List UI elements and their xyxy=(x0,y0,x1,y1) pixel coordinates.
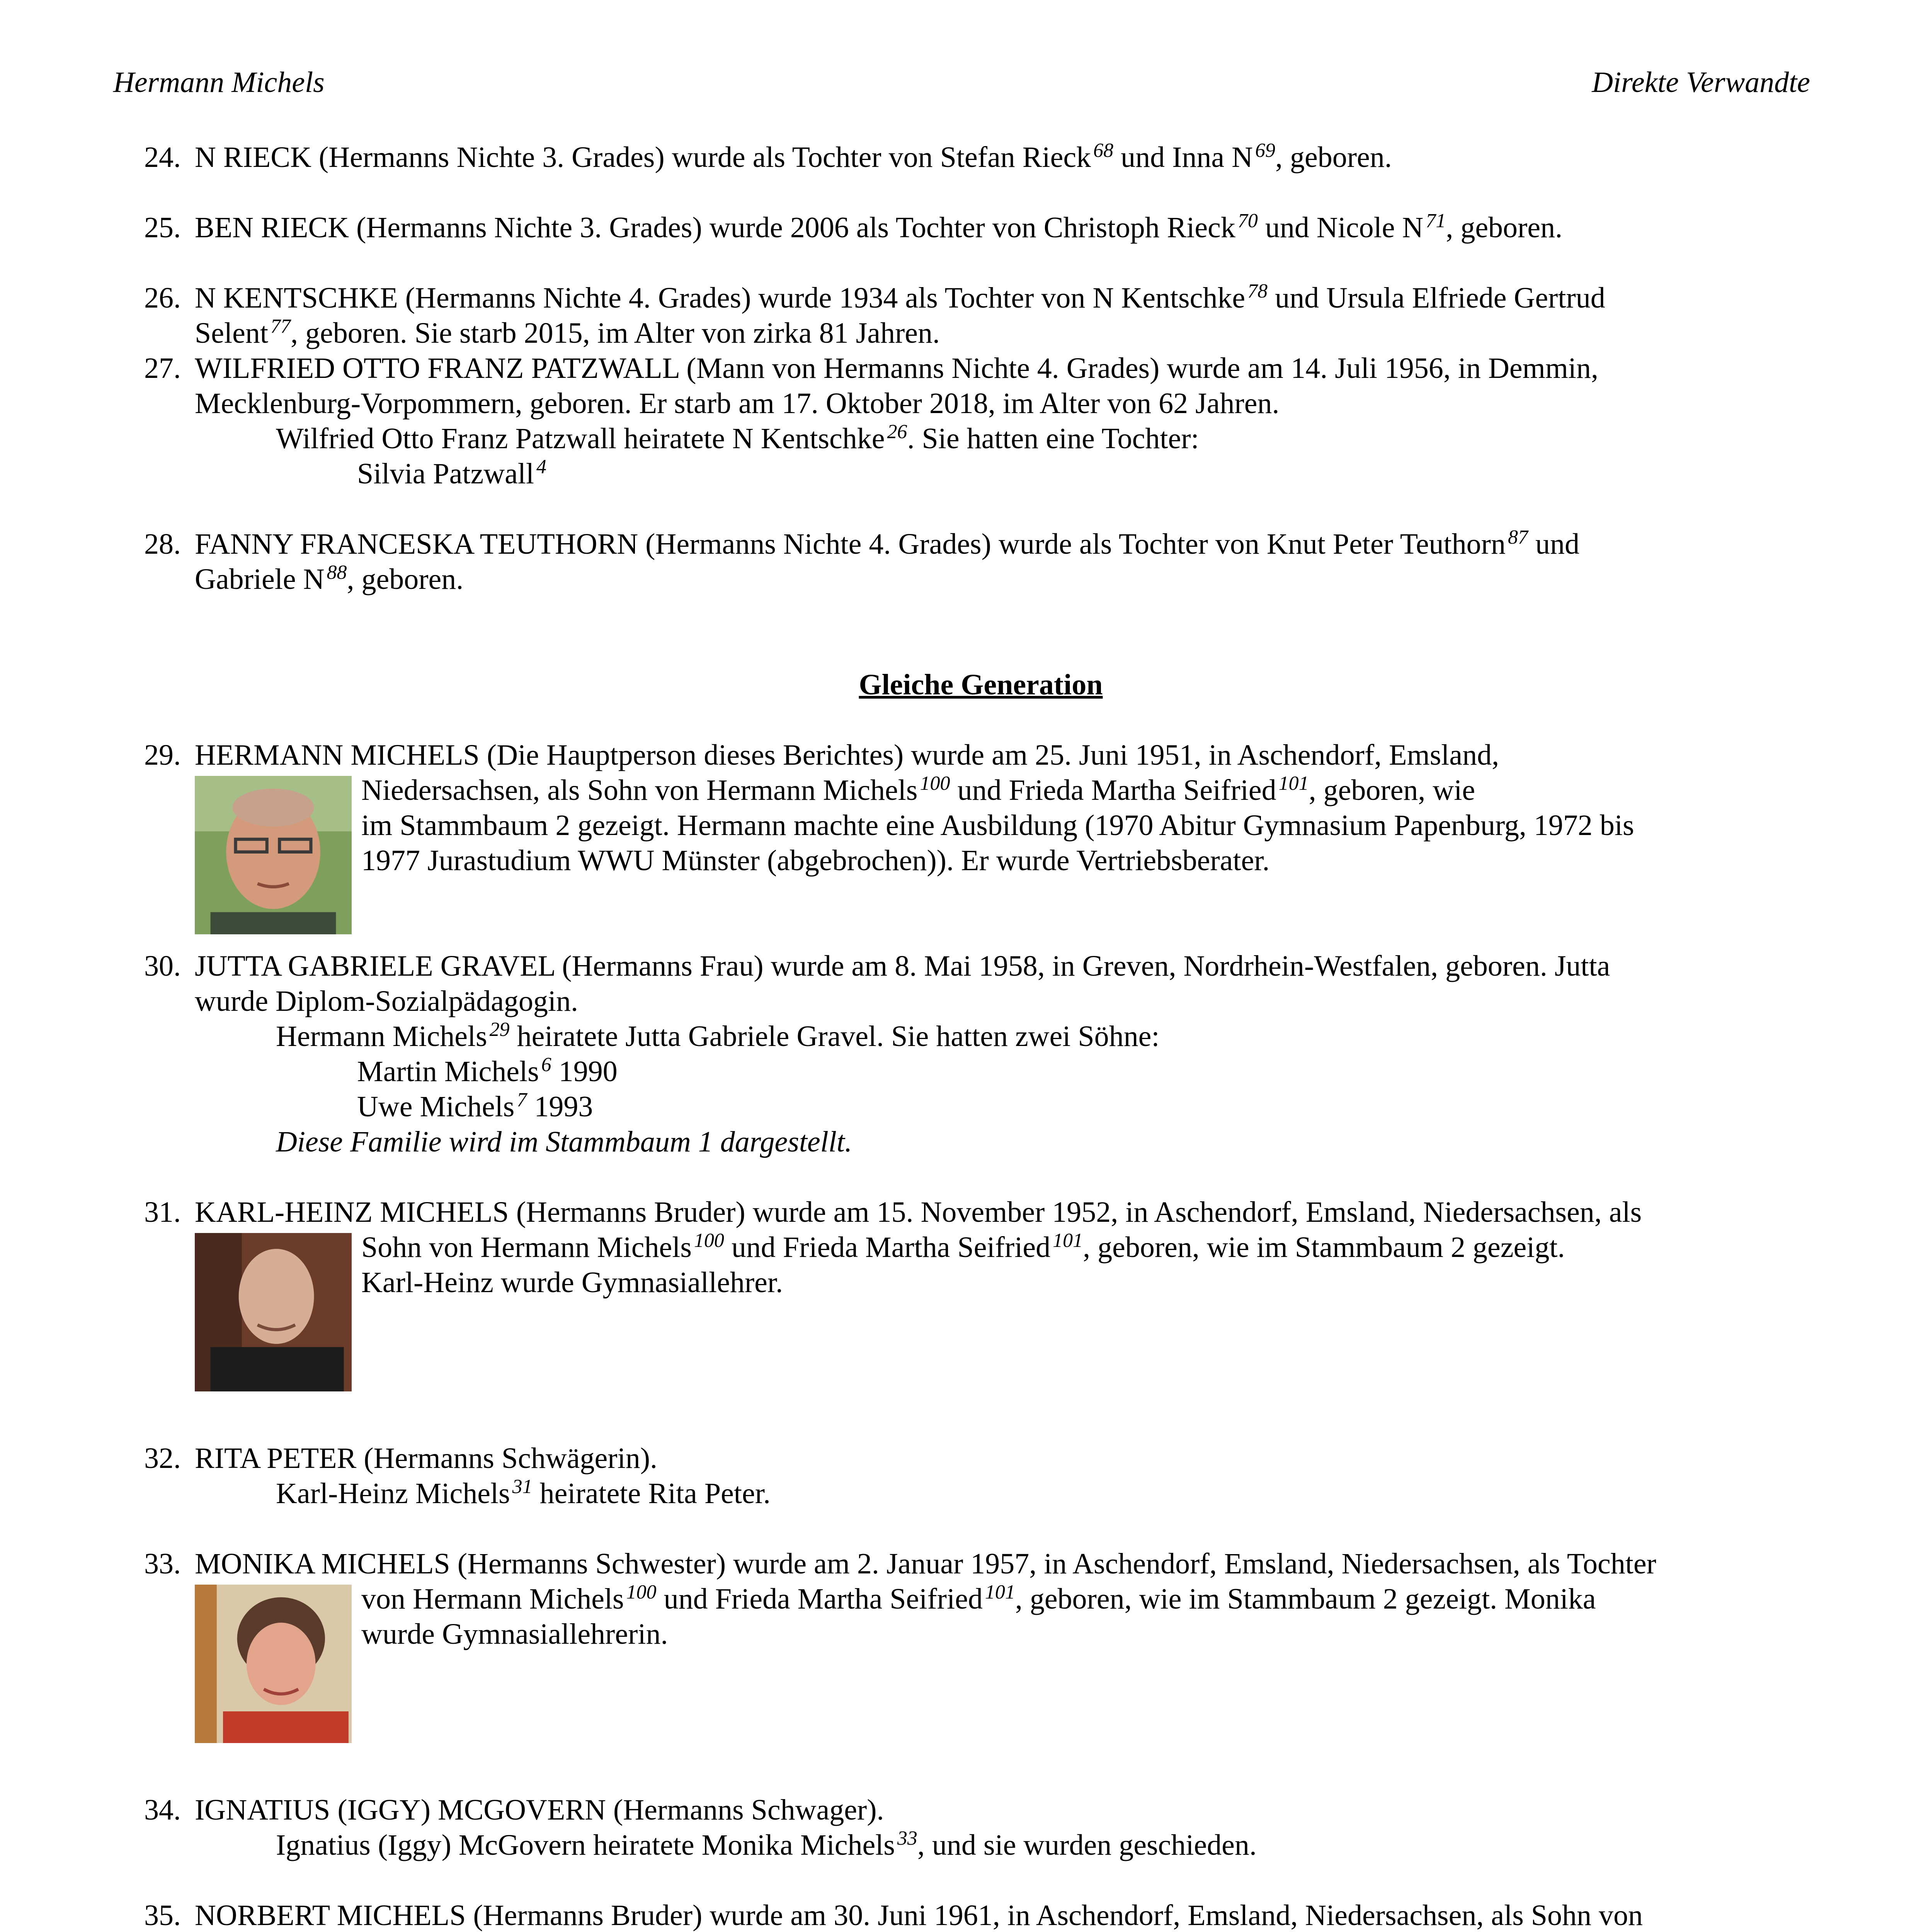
portrait-image xyxy=(195,1585,352,1743)
marriage-line: Hermann Michels $^{29}$ heiratete Jutta Gabriele Gravel. Sie hatten zwei Söhne: xyxy=(276,1019,1160,1053)
entry-line: NORBERT MICHELS (Hermanns Bruder) wurde am 30. Juni 1961, in Aschendorf, Emsland, Niedersachsen, als Sohn von xyxy=(195,1899,1643,1932)
entry-25 xyxy=(144,210,1817,245)
entry-line: von Hermann Michels $^{100}$ und Frieda Martha Seifried $^{101}$, geboren, wie im Stammbaum 2 gezeigt. Monika xyxy=(361,1581,1596,1615)
marriage-line: Karl-Heinz Michels $^{31}$ heiratete Rita Peter. xyxy=(276,1476,771,1510)
child-line: Martin Michels $^6$ 1990 xyxy=(357,1054,618,1088)
entry-26 xyxy=(144,281,1817,351)
entry-line: MONIKA MICHELS (Hermanns Schwester) wurde am 2. Januar 1957, in Aschendorf, Emsland, Niedersachsen, als Tochter xyxy=(195,1548,1656,1580)
entry-34 xyxy=(144,1793,1817,1863)
entry-number: 30. xyxy=(144,950,181,982)
entry-number: 35. xyxy=(144,1899,181,1932)
entry-number: 24. xyxy=(144,141,181,173)
entry-line: Niedersachsen, als Sohn von Hermann Michels $^{100}$ und Frieda Martha Seifried $^{101}$, geboren, wie xyxy=(361,772,1475,806)
portrait-photo xyxy=(195,1233,352,1391)
entry-line: wurde Gymnasiallehrerin. xyxy=(361,1618,668,1650)
running-header-right: Direkte Verwandte xyxy=(1592,66,1810,99)
photo-block xyxy=(195,1582,1817,1757)
entry-29 xyxy=(144,738,1817,913)
entry-line: 1977 Jurastudium WWU Münster (abgebrochen)). Er wurde Vertriebsberater. xyxy=(361,844,1270,877)
child-line: Silvia Patzwall $^4$ xyxy=(357,456,547,490)
entry-line: IGNATIUS (IGGY) MCGOVERN (Hermanns Schwager). xyxy=(195,1794,884,1826)
entry-number: 33. xyxy=(144,1548,181,1580)
entry-28 xyxy=(144,527,1817,597)
entry-number: 28. xyxy=(144,528,181,560)
entry-30 xyxy=(144,949,1817,1160)
portrait-image xyxy=(195,1233,352,1391)
running-header-left: Hermann Michels xyxy=(113,66,325,99)
entry-line: BEN RIECK (Hermanns Nichte 3. Grades) wurde 2006 als Tochter von Christoph Rieck $^{70}$ und Nicole N $^{71}$, geboren. xyxy=(195,210,1563,244)
entry-line: N RIECK (Hermanns Nichte 3. Grades) wurde als Tochter von Stefan Rieck $^{68}$ und Inna N $^{69}$, geboren. xyxy=(195,139,1392,173)
child-line: Uwe Michels $^7$ 1993 xyxy=(357,1089,593,1123)
marriage-line: Wilfried Otto Franz Patzwall heiratete N Kentschke $^{26}$. Sie hatten eine Tochter: xyxy=(276,421,1199,455)
entry-line: HERMANN MICHELS (Die Hauptperson dieses Berichtes) wurde am 25. Juni 1951, in Aschendorf, Emsland, xyxy=(195,739,1499,771)
section-title: Gleiche Generation xyxy=(859,668,1103,701)
entry-line: Gabriele N $^{88}$, geboren. xyxy=(195,561,464,595)
entry-line: Karl-Heinz wurde Gymnasiallehrer. xyxy=(361,1266,783,1299)
entry-line: Selent $^{77}$, geboren. Sie starb 2015, im Alter von zirka 81 Jahren. xyxy=(195,315,940,349)
entry-line: Sohn von Hermann Michels $^{100}$ und Frieda Martha Seifried $^{101}$, geboren, wie im Stammbaum 2 gezeigt. xyxy=(361,1230,1565,1264)
entry-32 xyxy=(144,1441,1817,1511)
portrait-photo xyxy=(195,776,352,934)
entry-33 xyxy=(144,1546,1817,1757)
portrait-photo xyxy=(195,1585,352,1743)
entry-line: FANNY FRANCESKA TEUTHORN (Hermanns Nichte 4. Grades) wurde als Tochter von Knut Peter Teuthorn $^{87}$ und xyxy=(195,526,1579,560)
entry-number: 29. xyxy=(144,739,181,771)
entry-number: 34. xyxy=(144,1794,181,1826)
entry-number: 31. xyxy=(144,1196,181,1228)
marriage-line: Ignatius (Iggy) McGovern heiratete Monika Michels $^{33}$, und sie wurden geschieden. xyxy=(276,1827,1257,1861)
entry-number: 27. xyxy=(144,352,181,384)
entry-number: 26. xyxy=(144,282,181,314)
entry-line: N KENTSCHKE (Hermanns Nichte 4. Grades) wurde 1934 als Tochter von N Kentschke $^{78}$ und Ursula Elfriede Gertrud xyxy=(195,280,1605,314)
entry-number: 32. xyxy=(144,1442,181,1475)
entry-24 xyxy=(144,140,1817,175)
entry-line: im Stammbaum 2 gezeigt. Hermann machte eine Ausbildung (1970 Abitur Gymnasium Papenburg, 1972 bis xyxy=(361,809,1634,842)
entry-35 xyxy=(144,1898,1817,1932)
report-content xyxy=(144,140,1817,1932)
entry-line: Mecklenburg-Vorpommern, geboren. Er starb am 17. Oktober 2018, im Alter von 62 Jahren. xyxy=(195,387,1280,420)
entry-31 xyxy=(144,1195,1817,1406)
photo-block xyxy=(195,1230,1817,1406)
entry-line: WILFRIED OTTO FRANZ PATZWALL (Mann von Hermanns Nichte 4. Grades) wurde am 14. Juli 1956, in Demmin, xyxy=(195,352,1599,384)
entry-line: RITA PETER (Hermanns Schwägerin). xyxy=(195,1442,657,1475)
family-note: Diese Familie wird im Stammbaum 1 dargestellt. xyxy=(276,1126,853,1158)
portrait-image xyxy=(195,776,352,934)
entry-27 xyxy=(144,351,1817,492)
entry-line: KARL-HEINZ MICHELS (Hermanns Bruder) wurde am 15. November 1952, in Aschendorf, Emsland, Niedersachsen, als xyxy=(195,1196,1642,1228)
entry-line: JUTTA GABRIELE GRAVEL (Hermanns Frau) wurde am 8. Mai 1958, in Greven, Nordrhein-Westfalen, geboren. Jutta xyxy=(195,950,1610,982)
entry-line: wurde Diplom-Sozialpädagogin. xyxy=(195,985,579,1017)
entry-number: 25. xyxy=(144,211,181,244)
photo-block xyxy=(195,773,1817,913)
